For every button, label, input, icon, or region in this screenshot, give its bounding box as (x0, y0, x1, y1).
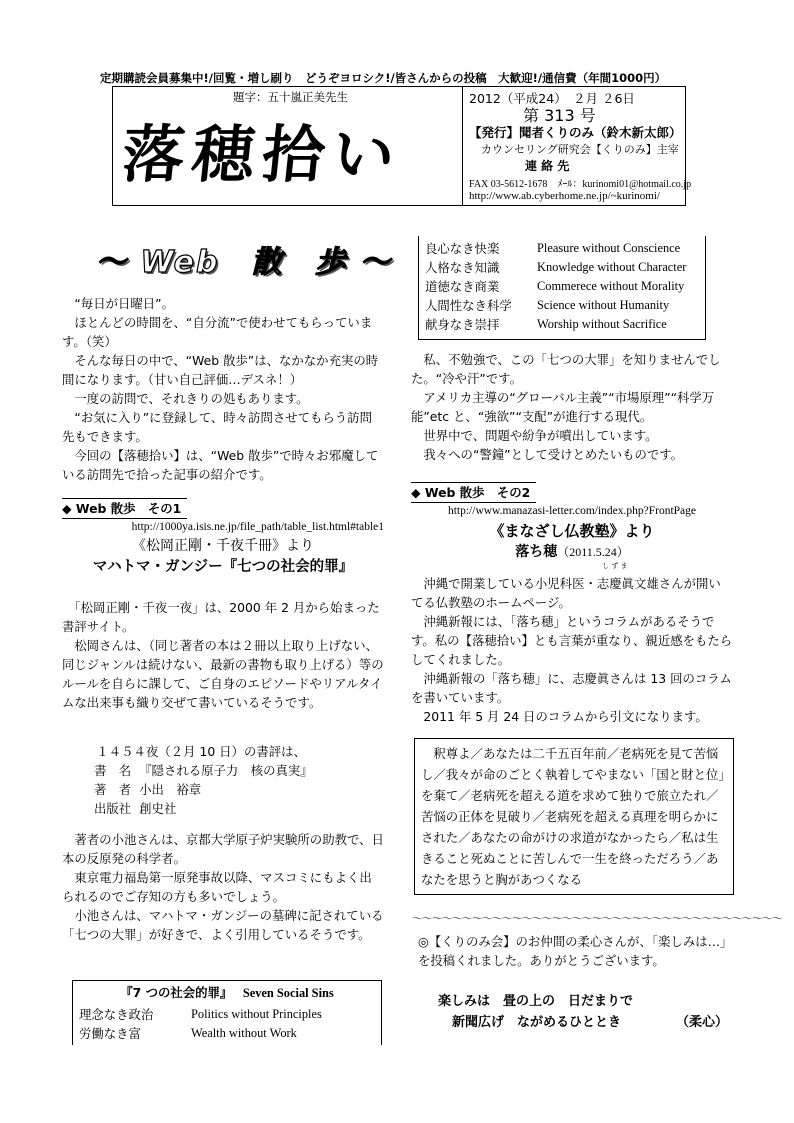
review-intro: １４５４夜（２月 10 日）の書評は、 (84, 744, 306, 759)
issue-date: 2012（平成24） ２月 ２6日 (469, 91, 635, 106)
section-1-url[interactable]: http://1000ya.isis.ne.jp/file_path/table_list.html#table1 (131, 521, 384, 533)
body-paragraph: 東京電力福島第一原発事故以降、マスコミにもよく出られるのでご存知の方も多いでしょう。 (62, 870, 372, 904)
subscription-banner: 定期購読会員募集中!/回覧・増し刷り どうぞヨロシク!/皆さんからの投稿 大歓迎!/通信費（年間1000円） (100, 71, 667, 85)
body-paragraph: 世界中で、問題や紛争が噴出しています。 (411, 428, 658, 443)
sin-row (419, 277, 705, 296)
sin-jp: 人間性なき科学 (425, 298, 512, 313)
section-2-subtitle (411, 542, 733, 562)
fax-email: FAX 03-5612-1678 ﾒｰﾙ：kurinomi01@hotmail.co.jp (469, 179, 692, 190)
issue-number: 第 313 号 (523, 106, 596, 125)
book-author-row (90, 780, 317, 799)
book-field-value: 小出 裕章 (139, 782, 202, 797)
name-ruby: し ず ま (602, 562, 628, 570)
newsletter-title: 落穂拾い (118, 118, 407, 191)
body-paragraph: 「松岡正剛・千夜一夜」は、2000 年 2 月から始まった書評サイト。 (62, 600, 380, 634)
body-paragraph: 私、不勉強で、この「七つの大罪」を知りませんでした。“冷や汗”です。 (411, 352, 721, 386)
body-paragraph: 沖縄で開業している小児科医・志慶眞文雄さんが開いてる仏教塾のホームページ。 (411, 576, 721, 610)
masthead (112, 86, 692, 206)
sin-en: Worship without Sacrifice (537, 317, 667, 331)
section-2 (411, 482, 733, 562)
book-field-label: 書 名 (94, 763, 132, 778)
sin-en: Science without Humanity (537, 298, 670, 312)
book-field-value: 創史社 (139, 801, 177, 816)
sin-jp: 人格なき知識 (425, 260, 500, 275)
section-2-body (411, 574, 733, 726)
book-field-value: 『隠される原子力 核の真実』 (139, 763, 313, 778)
website-url: http://www.ab.cyberhome.ne.jp/~kurinomi/ (469, 190, 660, 202)
sin-en: Commerece without Morality (537, 279, 685, 293)
publisher: 【発行】聞者くりのみ（鈴木新太郎） (469, 125, 682, 140)
body-paragraph: 沖縄新報には、「落ち穂」というコラムがあるそうです。私の【落穂拾い】とも言葉が重なり、親近感をもたらしてくれました。 (411, 614, 733, 667)
sin-row (419, 258, 705, 277)
title-credit: 題字：五十嵐正美先生 (233, 90, 348, 104)
intro-line: ほとんどの時間を、“自分流”で使わせてもらっています。（笑） (62, 315, 373, 349)
intro-line: 今回の【落穂拾い】は、“Web 散歩”で時々お邪魔している訪問先で拾った記事の紹介です。 (62, 448, 379, 482)
body-paragraph: 松岡さんは、（同じ著者の本は２冊以上取り上げない、同じジャンルは続けない、最新の書物も取り上げる）等のルールを自らに課して、ご自身のエピソードやリアルタイムな出来事も織り交ぜて書いているそうです。 (62, 638, 384, 710)
section-1-subtitle: マハトマ・ガンジー『七つの社会的罪』 (92, 559, 354, 575)
organization: カウンセリング研究会【くりのみ】主宰 (481, 143, 679, 156)
wavy-divider: ～～～～～～～～～～～～～～～～～～～～～～～～～～～～～～～～～～～～～ (412, 912, 782, 925)
section-1-body-2 (62, 830, 384, 944)
sin-row (419, 239, 705, 258)
sin-jp: 献身なき崇拝 (425, 317, 500, 332)
sin-en: Wealth without Work (191, 1026, 297, 1040)
masthead-divider (462, 87, 463, 205)
body-paragraph: 著者の小池さんは、京都大学原子炉実験所の助教で、日本の反原発の科学者。 (62, 832, 384, 866)
section-2-label: ◆ Web 散歩 その2 (411, 482, 536, 503)
intro-line: “毎日が日曜日”。 (62, 296, 174, 311)
book-field-label: 著 者 (94, 782, 132, 797)
body-paragraph: 沖縄新報の「落ち穂」に、志慶眞さんは 13 回のコラムを書いています。 (411, 671, 732, 705)
seven-sins-box-top (72, 980, 382, 1045)
haiku-line-1: 楽しみは 畳の上の 日だまりで (438, 994, 634, 1009)
book-publisher-row (90, 799, 317, 818)
book-review-info (84, 742, 406, 818)
sin-row (419, 296, 705, 315)
contact-label: 連 絡 先 (525, 159, 570, 173)
book-details-table (90, 761, 317, 818)
sin-jp: 労働なき富 (79, 1026, 141, 1041)
intro-line: 一度の訪問で、それきりの処もあります。 (62, 391, 309, 406)
sin-en: Pleasure without Conscience (537, 241, 681, 255)
section-1-body (62, 598, 384, 712)
haiku-author: （柔心） (676, 1015, 729, 1030)
book-title-row (90, 761, 317, 780)
intro-line: “お気に入り”に登録して、時々訪問させてもらう訪問先もできます。 (62, 410, 372, 444)
seven-sins-title (73, 981, 381, 1005)
sin-jp: 道徳なき商業 (425, 279, 500, 294)
section-1 (62, 498, 384, 578)
sin-en: Knowledge without Character (537, 260, 687, 274)
body-paragraph: 小池さんは、マハトマ・ガンジーの墓碑に記されている「七つの大罪」が好きで、よく引用しているそうです。 (62, 908, 384, 942)
quote-text: 釈尊よ／あなたは二千五百年前／老病死を見て苦悩し／我々が命のごとく執着してやまない「国と財と位」を棄て／老病死を超える道を求めて独りで旅立たれ／苦悩の正体を見破り／老病死を超える真理を明らかにされた／あなたの命がけの求道がなかったら／私は生きること死ぬことに苦しんで一生を終っただろう／あなたを思うと胸があつくなる (421, 746, 725, 887)
sin-en: Politics without Principles (191, 1007, 322, 1021)
section-1-label: ◆ Web 散歩 その1 (62, 498, 187, 519)
body-paragraph: アメリカ主導の“グローバル主義”“市場原理”“科学万能”etc と、“強欲”“支配”が進行する現代。 (411, 390, 715, 424)
intro-line: そんな毎日の中で、“Web 散歩”は、なかなか充実の時間になります。（甘い自己評価…デスネ！） (62, 353, 379, 387)
seven-sins-box-bottom (418, 236, 706, 340)
haiku-line-2: 新聞広げ ながめるひととき (452, 1015, 622, 1030)
seven-sins-title-en: Seven Social Sins (242, 986, 334, 1000)
section-2-subtitle-text: 落ち穂 (515, 544, 558, 560)
sin-row (73, 1024, 381, 1043)
section-2-title: 《まなざし仏教塾》より (489, 522, 655, 540)
book-field-label: 出版社 (94, 801, 132, 816)
section-2-url[interactable]: http://www.manazasi-letter.com/index.php?FrontPage (447, 505, 697, 517)
section-2-date: （2011.5.24） (557, 545, 629, 559)
sin-jp: 理念なき政治 (79, 1007, 154, 1022)
sin-row (419, 315, 705, 334)
footer-note-text: ◎【くりのみ会】のお仲間の柔心さんが、「楽しみは…」を投稿くれました。ありがとうございます。 (418, 934, 727, 968)
body-paragraph: 2011 年 5 月 24 日のコラムから引文になります。 (411, 709, 708, 724)
sin-jp: 良心なき快楽 (425, 241, 500, 256)
seven-sins-title-jp: 『7 つの社会的罪』 (120, 985, 227, 1000)
section-1-title: 《松岡正剛・千夜千冊》より (132, 538, 314, 554)
footer-note (418, 932, 728, 970)
intro-text (62, 294, 384, 484)
sin-row (73, 1005, 381, 1024)
commentary (411, 350, 733, 464)
web-sanpo-heading: ～ Web 散 歩 ～ (96, 245, 392, 280)
quote-box (414, 738, 734, 895)
body-paragraph: 我々への“警鐘”として受けとめたいものです。 (411, 447, 684, 462)
